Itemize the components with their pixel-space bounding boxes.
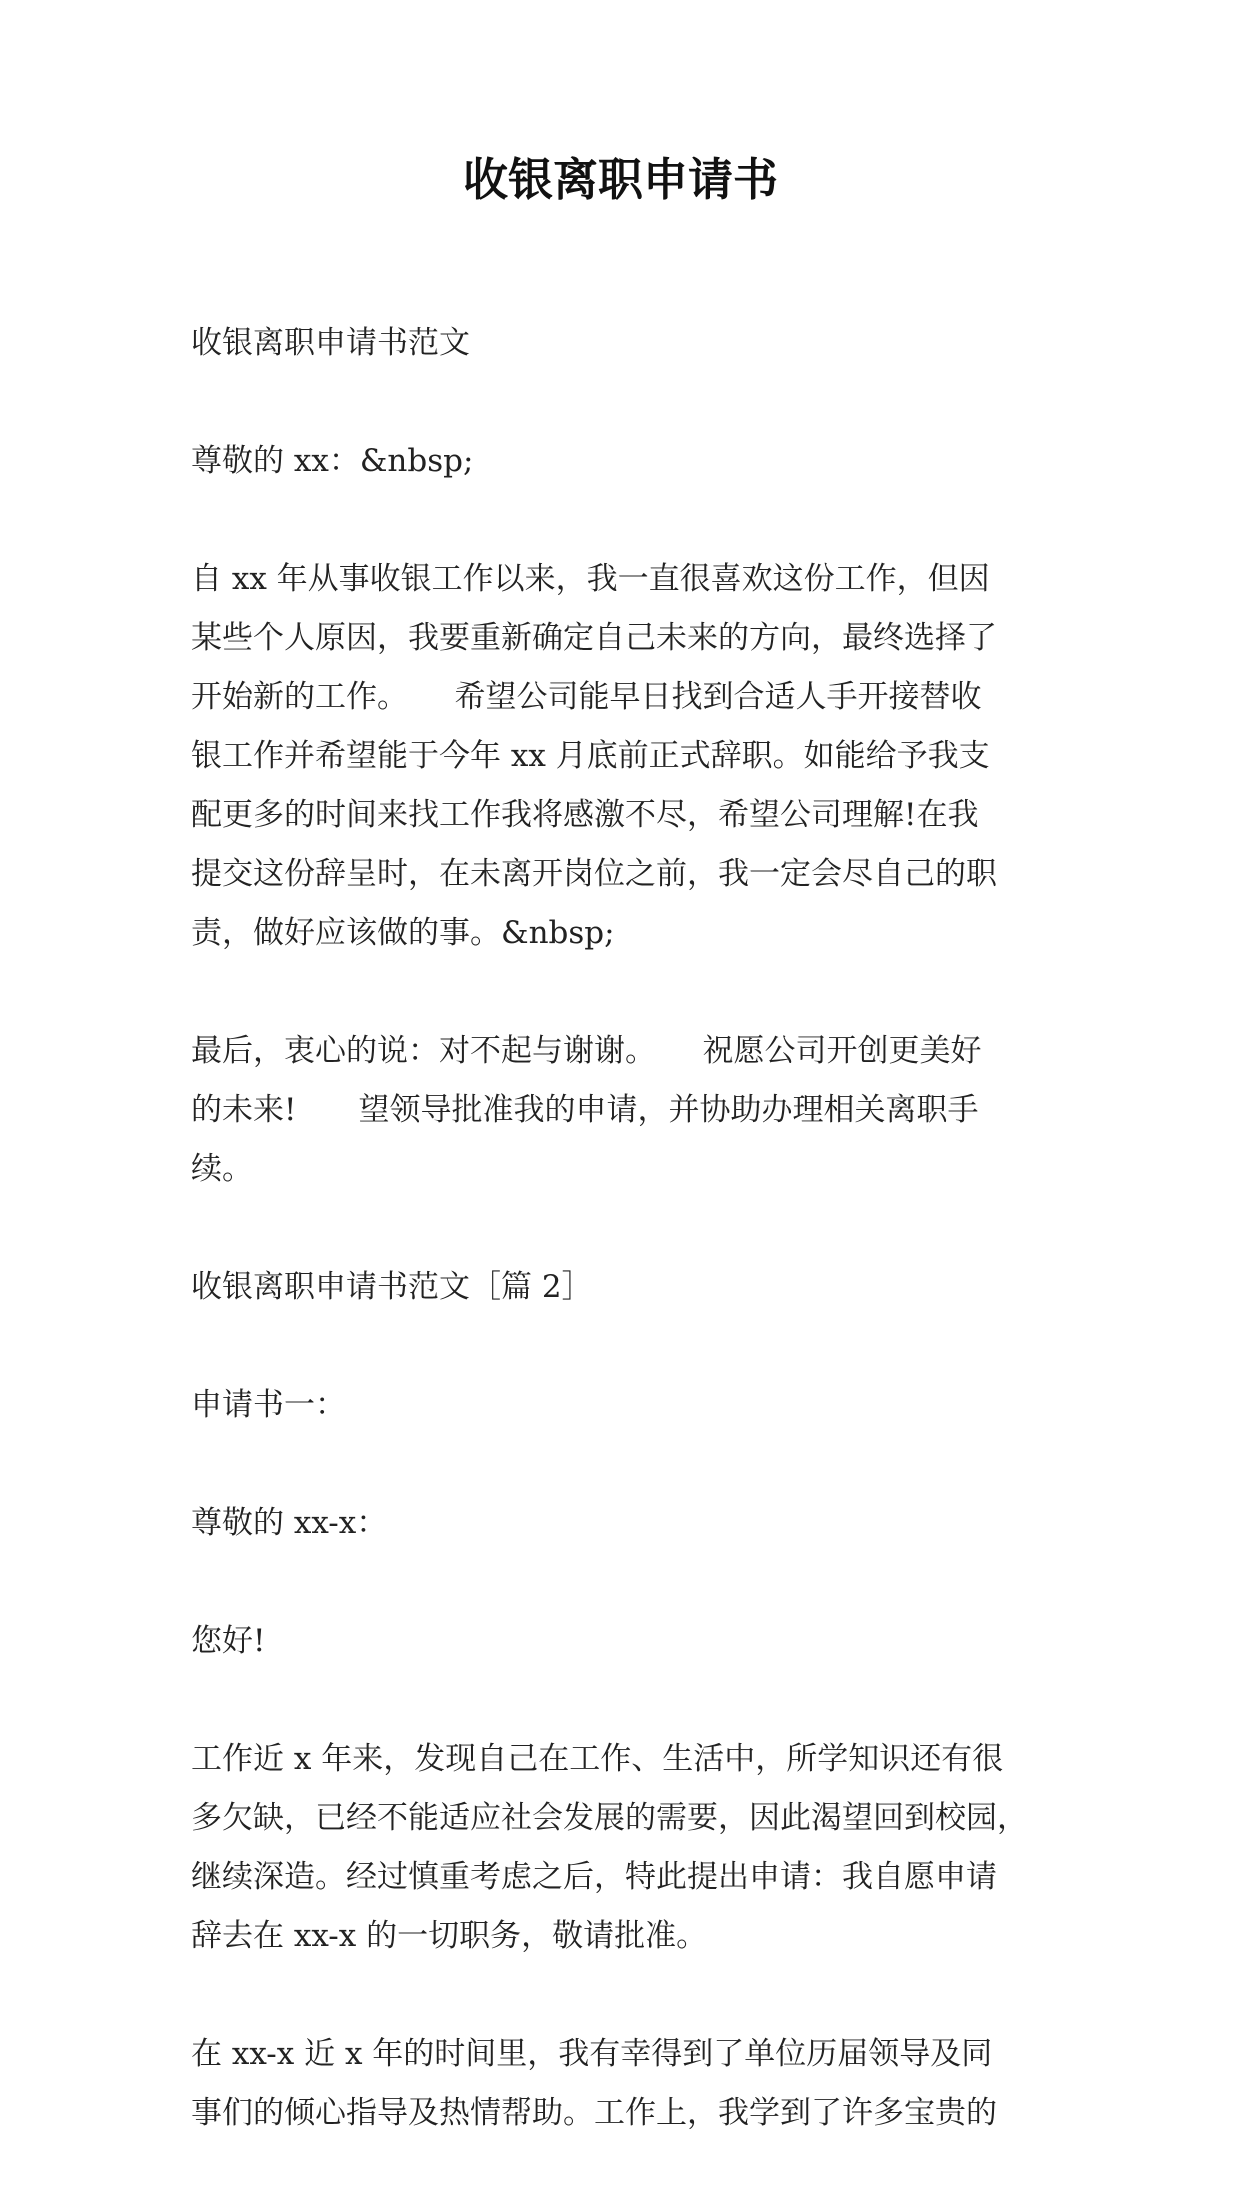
paragraph-salutation-2: 尊敬的 xx-x： — [191, 1505, 388, 1541]
paragraph-closing-1: 最后，衷心的说：对不起与谢谢。 祝愿公司开创更美好 的未来! 望领导批准我的申请，并协助办理相关离职手 续。 — [191, 1033, 982, 1187]
paragraph-salutation-1: 尊敬的 xx：&nbsp; — [191, 443, 474, 479]
paragraph-heading-2: 收银离职申请书范文［篇 2］ — [191, 1269, 593, 1305]
paragraph-body-2: 工作近 x 年来，发现自己在工作、生活中，所学知识还有很 多欠缺，已经不能适应社会发展的需要，因此渴望回到校园， 继续深造。经过慎重考虑之后，特此提出申请：我自愿申请 辞去在 xx-x 的一切职务，敬请批准。 — [191, 1741, 1028, 1954]
document-body — [191, 255, 1056, 2202]
paragraph-body-3: 在 xx-x 近 x 年的时间里，我有幸得到了单位历届领导及同 事们的倾心指导及热情帮助。工作上，我学到了许多宝贵的 — [191, 2036, 997, 2131]
document-title: 收银离职申请书 — [462, 153, 778, 206]
paragraph-heading-1: 收银离职申请书范文 — [191, 325, 470, 361]
paragraph-body-1: 自 xx 年从事收银工作以来，我一直很喜欢这份工作，但因 某些个人原因，我要重新确定自己未来的方向，最终选择了 开始新的工作。 希望公司能早日找到合适人手开接替收 银工作并希望能于今年 xx 月底前正式辞职。如能给予我支 配更多的时间来找工作我将感激不尽，希望公司理解!在我 提交这份辞呈时，在未离开岗位之前，我一定会尽自己的职 责，做好应该做的事。&nbsp; — [191, 561, 997, 951]
paragraph-greeting: 您好! — [191, 1623, 266, 1659]
paragraph-subheading: 申请书一： — [191, 1387, 346, 1423]
